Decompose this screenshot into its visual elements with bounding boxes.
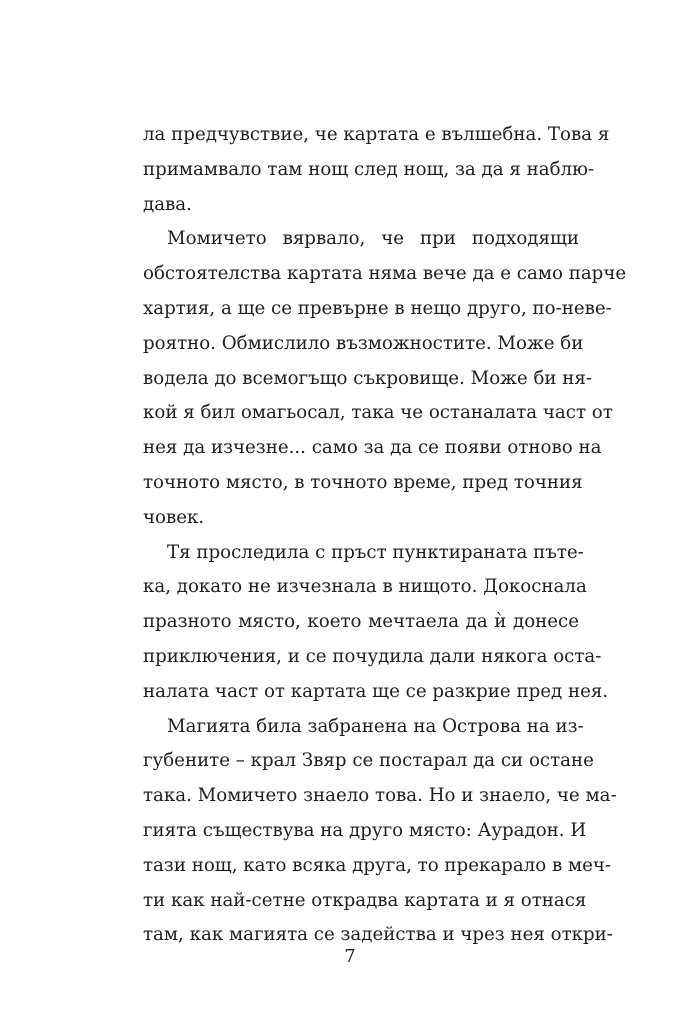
text-line: ти как най-сетне открадва картата и я отнася (143, 889, 587, 911)
text-line: Момичето вярвало, че при подходящи (167, 228, 579, 250)
text-line: примамвало там нощ след нощ, за да я наблю- (143, 158, 595, 180)
text-line: ка, докато не изчезнала в нищото. Докоснала (143, 576, 587, 598)
text-line: точното място, в точното време, пред точния (143, 471, 583, 493)
text-line: дава. (143, 193, 192, 215)
text-line: там, как магията се задейства и чрез нея откри- (143, 924, 613, 946)
text-line: роятно. Обмислило възможностите. Може би (143, 332, 584, 354)
text-line: тази нощ, като всяка друга, то прекарало в меч- (143, 854, 612, 876)
text-line: налата част от картата ще се разкрие пред нея. (143, 680, 609, 702)
page-number: 7 (344, 946, 356, 967)
text-line: ла предчувствие, че картата е вълшебна. Това я (143, 124, 610, 145)
text-line: водела до всемогъщо съкровище. Може би ня- (143, 367, 593, 389)
paragraph (143, 710, 617, 954)
text-line: Тя проследила с пръст пунктираната пъте- (167, 541, 584, 563)
paragraph (143, 118, 610, 222)
text-line: хартия, а ще се превърне в нещо друго, по-неве- (143, 297, 612, 319)
text-line: кой я бил омагьосал, така че останалата част от (143, 402, 613, 424)
text-line: празното място, което мечтаела да ѝ донесе (143, 611, 579, 633)
text-line: нея да изчезне... само за да се появи отново на (143, 437, 602, 459)
paragraph (143, 222, 627, 535)
text-line: губените – крал Звяр се постарал да си остане (143, 750, 594, 772)
body-text (143, 118, 627, 953)
text-line: гията съществува на друго място: Аурадон. И (143, 819, 587, 841)
text-line: приключения, и се почудила дали някога оста- (143, 645, 602, 667)
text-line: човек. (143, 506, 205, 528)
paragraph (143, 536, 609, 710)
text-line: обстоятелства картата няма вече да е само парче (143, 263, 627, 285)
text-line: така. Момичето знаело това. Но и знаело, че ма- (143, 785, 617, 807)
text-line: Магията била забранена на Острова на из- (167, 715, 584, 737)
